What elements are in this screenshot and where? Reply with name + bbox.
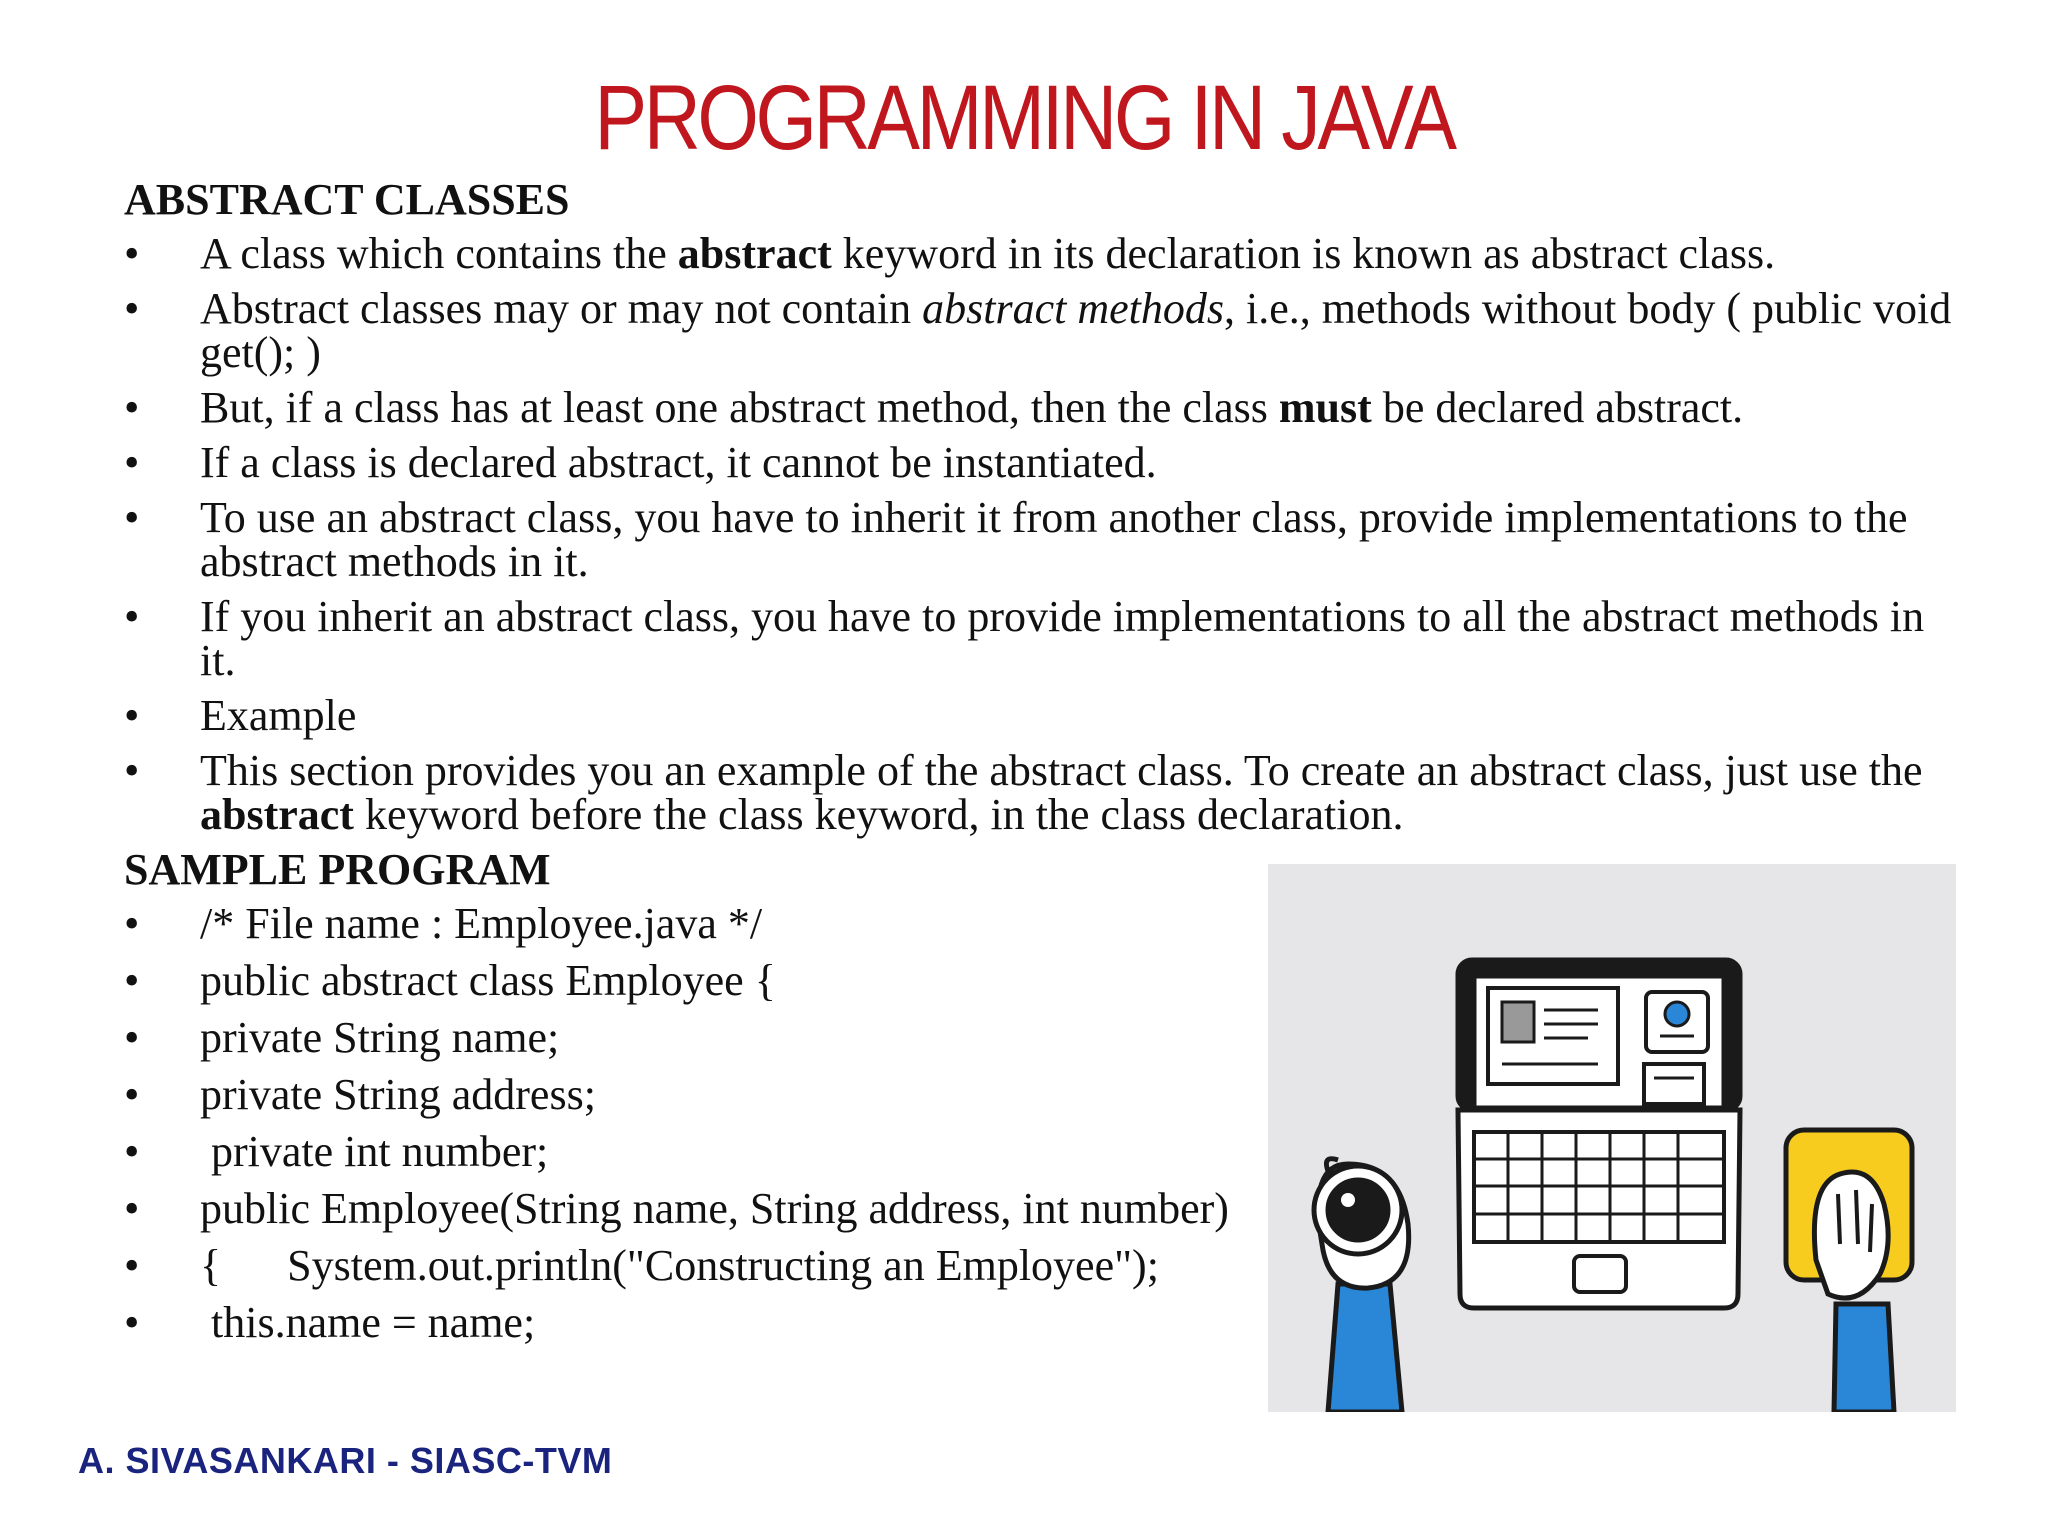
list-item: • If you inherit an abstract class, you have to provide implementations to all the abstract methods in it. [124, 592, 1925, 685]
list-item: • Example [124, 691, 357, 740]
code-line: • { System.out.println("Constructing an Employee"); [124, 1241, 1159, 1290]
abstract-classes-list [124, 229, 1954, 839]
list-item: • A class which contains the abstract keyword in its declaration is known as abstract class. [124, 229, 1776, 278]
list-item: • To use an abstract class, you have to inherit it from another class, provide implementations to the abstract methods in it. [124, 493, 1908, 586]
author-footer: A. SIVASANKARI - SIASC-TVM [78, 1440, 613, 1481]
code-line: • private int number; [124, 1127, 549, 1176]
list-item: • This section provides you an example of the abstract class. To create an abstract class, just use the abstract keyword before the class keyword, in the class declaration. [124, 746, 1923, 839]
laptop-icon [1458, 960, 1740, 1308]
code-line: • private String address; [124, 1070, 596, 1119]
section-heading-sample-program: SAMPLE PROGRAM [124, 845, 551, 894]
code-line: • this.name = name; [124, 1298, 536, 1347]
code-line: • /* File name : Employee.java */ [124, 899, 763, 948]
laptop-illustration [1268, 864, 1956, 1412]
list-item: • Abstract classes may or may not contain abstract methods, i.e., methods without body ( public void get(); ) [124, 284, 1952, 377]
code-line: • private String name; [124, 1013, 560, 1062]
section-heading-abstract-classes: ABSTRACT CLASSES [124, 175, 570, 224]
code-line: • public abstract class Employee { [124, 956, 776, 1005]
list-item: • If a class is declared abstract, it cannot be instantiated. [124, 438, 1157, 487]
page-title: PROGRAMMING IN JAVA [594, 67, 1454, 169]
list-item: • But, if a class has at least one abstract method, then the class must be declared abstract. [124, 383, 1744, 432]
code-line: • public Employee(String name, String address, int number) [124, 1184, 1229, 1233]
